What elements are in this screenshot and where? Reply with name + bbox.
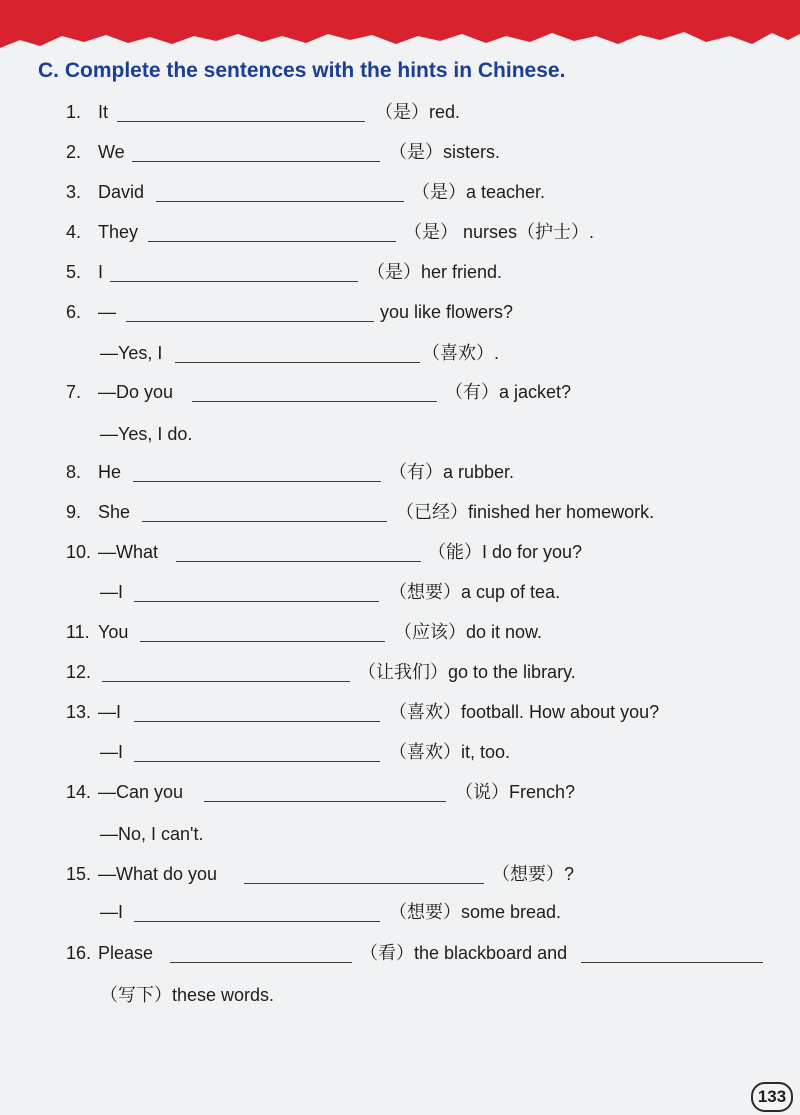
answer-blank[interactable] bbox=[156, 201, 404, 202]
item-number: 16. bbox=[66, 943, 92, 963]
exercise-line bbox=[0, 260, 800, 284]
sentence-end-with-hint: （是）her friend. bbox=[367, 262, 503, 282]
sentence-start: We bbox=[98, 142, 125, 162]
exercise-line bbox=[0, 422, 800, 446]
sentence-end-with-hint: （已经）finished her homework. bbox=[396, 502, 655, 522]
item-number: 13. bbox=[66, 702, 92, 722]
item-number: 1. bbox=[66, 102, 82, 122]
sentence-start: It bbox=[98, 102, 109, 122]
item-number: 9. bbox=[66, 502, 82, 522]
item-number: 12. bbox=[66, 662, 92, 682]
sentence-start: —Yes, I do. bbox=[100, 424, 193, 444]
answer-blank[interactable] bbox=[140, 641, 385, 642]
sentence-end-with-hint: you like flowers? bbox=[380, 302, 514, 322]
sentence-start: He bbox=[98, 462, 122, 482]
sentence-start: —I bbox=[100, 742, 124, 762]
sentence-start: —Can you bbox=[98, 782, 184, 802]
exercise-line bbox=[0, 900, 800, 924]
answer-blank[interactable] bbox=[148, 241, 396, 242]
sentence-end-with-hint: （想要）a cup of tea. bbox=[389, 582, 561, 602]
sentence-end-with-hint: （想要）? bbox=[492, 864, 575, 884]
answer-blank[interactable] bbox=[117, 121, 365, 122]
exercise-line bbox=[0, 700, 800, 724]
sentence-end-with-hint: （是） nurses（护士）. bbox=[404, 222, 595, 242]
sentence-start: —I bbox=[100, 902, 124, 922]
exercise-line bbox=[0, 220, 800, 244]
exercise-line bbox=[0, 740, 800, 764]
exercise-line bbox=[0, 100, 800, 124]
item-number: 5. bbox=[66, 262, 82, 282]
sentence-end-with-hint: （想要）some bread. bbox=[389, 902, 562, 922]
answer-blank[interactable] bbox=[110, 281, 358, 282]
sentence-end-with-hint: （说）French? bbox=[455, 782, 576, 802]
sentence-end-with-hint: （喜欢）. bbox=[422, 343, 500, 363]
sentence-start: —I bbox=[98, 702, 122, 722]
exercise-line bbox=[0, 620, 800, 644]
sentence-end-with-hint: （让我们）go to the library. bbox=[358, 662, 576, 682]
answer-blank[interactable] bbox=[133, 481, 381, 482]
sentence-end-with-hint: （是）sisters. bbox=[389, 142, 501, 162]
item-number: 14. bbox=[66, 782, 92, 802]
answer-blank[interactable] bbox=[175, 362, 420, 363]
exercise-line bbox=[0, 500, 800, 524]
item-number: 6. bbox=[66, 302, 82, 322]
answer-blank[interactable] bbox=[134, 721, 380, 722]
sentence-start: —Yes, I bbox=[100, 343, 163, 363]
exercise-line bbox=[0, 540, 800, 564]
sentence-end-with-hint: （喜欢）football. How about you? bbox=[389, 702, 660, 722]
page-number: 133 bbox=[751, 1082, 793, 1112]
sentence-start: —Do you bbox=[98, 382, 174, 402]
sentence-end-with-hint: （有）a rubber. bbox=[389, 462, 515, 482]
sentence-start: Please bbox=[98, 943, 154, 963]
item-number: 7. bbox=[66, 382, 82, 402]
answer-blank[interactable] bbox=[102, 681, 350, 682]
sentence-start: I bbox=[98, 262, 104, 282]
item-number: 4. bbox=[66, 222, 82, 242]
sentence-start: You bbox=[98, 622, 129, 642]
answer-blank[interactable] bbox=[134, 761, 380, 762]
exercise-line bbox=[0, 822, 800, 846]
sentence-start: — bbox=[98, 302, 116, 322]
exercise-line bbox=[0, 140, 800, 164]
exercise-line bbox=[0, 341, 800, 365]
sentence-start: （写下）these words. bbox=[100, 985, 275, 1005]
exercise-title: C. Complete the sentences with the hints in Chinese. bbox=[38, 59, 566, 82]
answer-blank[interactable] bbox=[142, 521, 387, 522]
sentence-end-with-hint: （能）I do for you? bbox=[428, 542, 583, 562]
sentence-start: She bbox=[98, 502, 131, 522]
item-number: 15. bbox=[66, 864, 92, 884]
exercise-line bbox=[0, 460, 800, 484]
item-number: 11. bbox=[66, 622, 90, 642]
sentence-start: —What do you bbox=[98, 864, 218, 884]
answer-blank[interactable] bbox=[170, 962, 352, 963]
sentence-end-with-hint: （喜欢）it, too. bbox=[389, 742, 511, 762]
exercise-line bbox=[0, 580, 800, 604]
exercise-line bbox=[0, 862, 800, 886]
answer-blank[interactable] bbox=[192, 401, 437, 402]
exercise-line bbox=[0, 380, 800, 404]
answer-blank[interactable] bbox=[132, 161, 380, 162]
exercise-line bbox=[0, 660, 800, 684]
sentence-end-with-hint: （有）a jacket? bbox=[445, 382, 572, 402]
answer-blank[interactable] bbox=[581, 962, 763, 963]
sentence-start: —I bbox=[100, 582, 124, 602]
item-number: 2. bbox=[66, 142, 82, 162]
sentence-end-with-hint: （看）the blackboard and bbox=[360, 943, 568, 963]
answer-blank[interactable] bbox=[244, 883, 484, 884]
exercise-line bbox=[0, 780, 800, 804]
sentence-start: David bbox=[98, 182, 145, 202]
sentence-end-with-hint: （是）a teacher. bbox=[412, 182, 546, 202]
answer-blank[interactable] bbox=[126, 321, 374, 322]
item-number: 3. bbox=[66, 182, 82, 202]
answer-blank[interactable] bbox=[204, 801, 446, 802]
exercise-line bbox=[0, 180, 800, 204]
sentence-end-with-hint: （应该）do it now. bbox=[394, 622, 543, 642]
answer-blank[interactable] bbox=[176, 561, 421, 562]
sentence-end-with-hint: （是）red. bbox=[375, 102, 461, 122]
header-banner bbox=[0, 0, 800, 60]
exercise-line bbox=[0, 941, 800, 965]
item-number: 8. bbox=[66, 462, 82, 482]
exercise-line bbox=[0, 983, 800, 1007]
sentence-start: —What bbox=[98, 542, 159, 562]
item-number: 10. bbox=[66, 542, 92, 562]
sentence-start: They bbox=[98, 222, 139, 242]
exercise-line bbox=[0, 300, 800, 324]
sentence-start: —No, I can't. bbox=[100, 824, 204, 844]
answer-blank[interactable] bbox=[134, 601, 379, 602]
answer-blank[interactable] bbox=[134, 921, 380, 922]
